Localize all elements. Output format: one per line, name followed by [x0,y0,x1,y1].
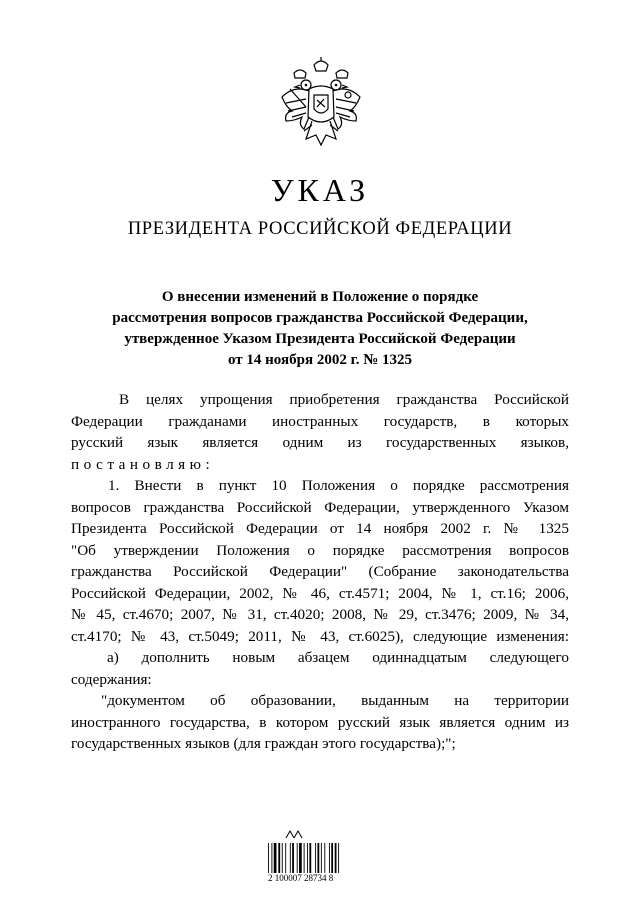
barcode-bar [317,843,319,873]
heading-line: О внесении изменений в Положение о порядке [161,289,479,305]
body-line: содержания: [71,670,152,688]
heading-line: рассмотрения вопросов гражданства Российской Федерации, [112,310,528,326]
barcode-bar [297,843,298,873]
body-line: Президента Российской Федерации от 14 ноября 2002 г. № 1325 [71,520,569,537]
barcode-bar [285,843,286,873]
barcode-bar [268,843,269,873]
body-line: ст.4170; № 43, ст.5049; 2011, № 43, ст.6025), следующие изменения: [71,627,569,645]
body-line: "Об утверждении Положения о порядке рассмотрения вопросов [71,541,569,559]
barcode-bar [324,843,325,873]
body-line: № 45, ст.4670; 2007, № 31, ст.4020; 2008, № 29, ст.3476; 2009, № 34, [71,606,569,623]
barcode-bar [338,843,339,873]
barcode-bar [315,843,316,873]
body-line: государственных языков (для граждан этого государства);"; [71,735,456,752]
document-title: УКАЗ [270,172,370,208]
document-heading [60,287,580,371]
body-line: русский язык является одним из государственных языков, [71,434,569,451]
body-line: Российской Федерации, 2002, № 46, ст.4571; 2004, № 1, ст.16; 2006, [71,584,569,602]
barcode-bar [304,843,305,873]
barcode-bar [329,843,330,873]
body-line: иностранного государства, в котором русский язык является одним из [71,713,569,731]
coat-of-arms-icon [276,55,366,165]
barcode-number: 2 100007 28734 8 [268,873,334,883]
barcode-bar [278,843,280,873]
barcode-bar [274,843,277,873]
barcode-bar [307,843,308,873]
body-line: В целях упрощения приобретения гражданства Российской [119,391,569,408]
body-line: гражданства Российской Федерации" (Собрание законодательства [71,563,569,580]
barcode-bar [282,843,283,873]
barcode-bar [290,843,291,873]
barcode-bar [331,843,333,873]
publisher-logo-icon [284,829,304,839]
barcode-bar [335,843,337,873]
heading-line: от 14 ноября 2002 г. № 1325 [227,352,413,368]
barcode-bar [299,843,302,873]
document-subtitle: ПРЕЗИДЕНТА РОССИЙСКОЙ ФЕДЕРАЦИИ [127,219,513,239]
body-line: "документом об образовании, выданным на территории [101,692,569,709]
body-line: 1. Внести в пункт 10 Положения о порядке рассмотрения [108,477,569,494]
body-line: постановляю: [71,455,215,473]
body-line: а) дополнить новым абзацем одиннадцатым следующего [107,649,569,666]
barcode-bar [309,843,311,873]
barcode-bar [321,843,322,873]
barcode-bar [292,843,294,873]
barcode-bar [271,843,272,873]
body-line: вопросов гражданства Российской Федерации, утвержденного Указом [71,498,569,516]
heading-line: утвержденное Указом Президента Российской Федерации [124,331,516,347]
body-line: Федерации гражданами иностранных государств, в которых [71,412,569,430]
document-body [71,389,569,755]
barcode-icon [268,843,366,873]
